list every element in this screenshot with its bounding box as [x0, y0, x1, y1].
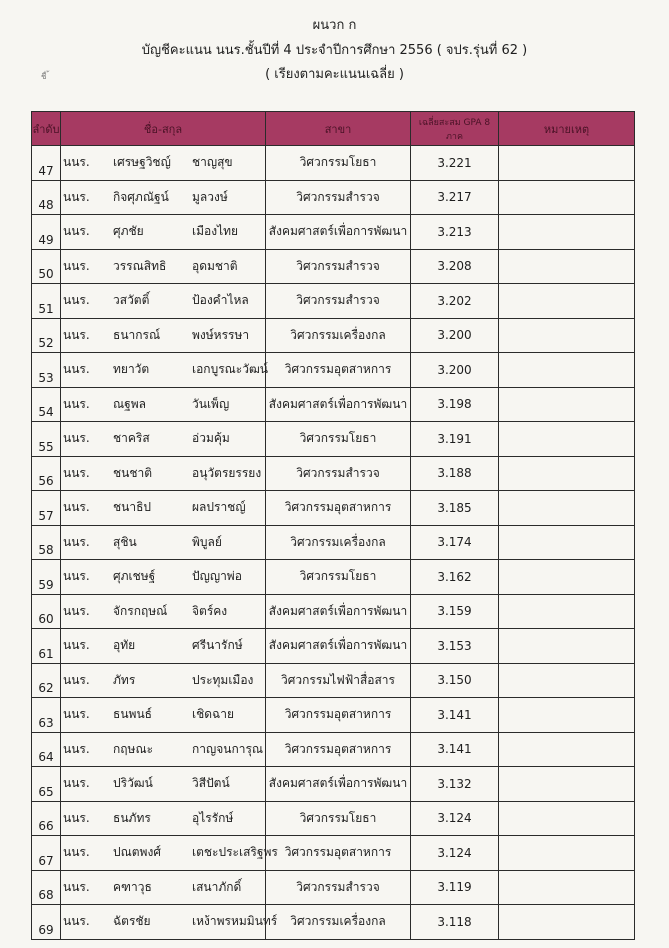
row-number: 52	[32, 318, 61, 353]
table-row	[32, 180, 635, 215]
last-name: ศรีนารักษ์	[192, 638, 243, 653]
rank-prefix: นนร.	[63, 155, 90, 170]
first-name: กิจศุภณัฐน์	[113, 189, 169, 204]
table-row	[32, 560, 635, 595]
last-name: อนุวัตรยรรยง	[192, 465, 262, 480]
column-header-gpa: เฉลี่ยสะสม GPA 8 ภาค	[411, 112, 499, 146]
row-number: 55	[32, 422, 61, 457]
name-cell	[61, 594, 266, 629]
gpa-value: 3.200	[411, 353, 499, 388]
department: วิศวกรรมเครื่องกล	[266, 525, 411, 560]
row-number: 60	[32, 594, 61, 629]
rank-prefix: นนร.	[63, 431, 90, 446]
rank-prefix: นนร.	[63, 741, 90, 756]
table-row	[32, 594, 635, 629]
first-name: ธนพนธ์	[113, 707, 152, 722]
gpa-value: 3.188	[411, 456, 499, 491]
table-row	[32, 801, 635, 836]
department: สังคมศาสตร์เพื่อการพัฒนา	[266, 594, 411, 629]
table-header-row	[32, 112, 635, 146]
department: สังคมศาสตร์เพื่อการพัฒนา	[266, 215, 411, 250]
row-number: 49	[32, 215, 61, 250]
document-title: บัญชีคะแนน นนร.ชั้นปีที่ 4 ประจำปีการศึกษา 2556 ( จปร.รุ่นที่ 62 )	[141, 43, 528, 58]
first-name: วรรณสิทธิ	[113, 258, 167, 273]
department: วิศวกรรมสำรวจ	[266, 284, 411, 319]
gpa-value: 3.191	[411, 422, 499, 457]
last-name: จิตร์คง	[192, 603, 228, 618]
name-cell	[61, 249, 266, 284]
last-name: พิบูลย์	[192, 534, 222, 549]
rank-prefix: นนร.	[63, 224, 90, 239]
gpa-value: 3.153	[411, 629, 499, 664]
rank-prefix: นนร.	[63, 672, 90, 687]
stray-mark: ชื่ ้	[41, 72, 50, 81]
table-row	[32, 629, 635, 664]
row-number: 67	[32, 836, 61, 871]
last-name: ประทุมเมือง	[192, 672, 254, 687]
row-number: 61	[32, 629, 61, 664]
department: วิศวกรรมอุตสาหการ	[266, 732, 411, 767]
note-cell	[499, 525, 635, 560]
row-number: 64	[32, 732, 61, 767]
rank-prefix: นนร.	[63, 845, 90, 860]
rank-prefix: นนร.	[63, 603, 90, 618]
row-number: 57	[32, 491, 61, 526]
note-cell	[499, 284, 635, 319]
gpa-value: 3.132	[411, 767, 499, 802]
department: วิศวกรรมสำรวจ	[266, 456, 411, 491]
name-cell	[61, 284, 266, 319]
last-name: เสนาภักดิ์	[192, 879, 242, 894]
gpa-value: 3.162	[411, 560, 499, 595]
table-row	[32, 353, 635, 388]
gpa-value: 3.124	[411, 836, 499, 871]
table-row	[32, 905, 635, 940]
note-cell	[499, 629, 635, 664]
rank-prefix: นนร.	[63, 465, 90, 480]
gpa-value: 3.200	[411, 318, 499, 353]
department: วิศวกรรมอุตสาหการ	[266, 698, 411, 733]
name-cell	[61, 180, 266, 215]
last-name: เอกบูรณะวัฒน์	[192, 362, 268, 377]
first-name: ชนชาติ	[113, 465, 153, 480]
row-number: 53	[32, 353, 61, 388]
department: วิศวกรรมสำรวจ	[266, 180, 411, 215]
table-row	[32, 732, 635, 767]
name-cell	[61, 215, 266, 250]
department: วิศวกรรมอุตสาหการ	[266, 353, 411, 388]
row-number: 51	[32, 284, 61, 319]
row-number: 48	[32, 180, 61, 215]
gpa-value: 3.185	[411, 491, 499, 526]
gpa-value: 3.150	[411, 663, 499, 698]
note-cell	[499, 905, 635, 940]
table-row	[32, 663, 635, 698]
first-name: ปณตพงศ์	[113, 845, 161, 860]
name-cell	[61, 629, 266, 664]
table-row	[32, 422, 635, 457]
table-row	[32, 491, 635, 526]
department: วิศวกรรมเครื่องกล	[266, 318, 411, 353]
note-cell	[499, 180, 635, 215]
table-row	[32, 387, 635, 422]
department: สังคมศาสตร์เพื่อการพัฒนา	[266, 387, 411, 422]
gpa-value: 3.217	[411, 180, 499, 215]
note-cell	[499, 732, 635, 767]
name-cell	[61, 698, 266, 733]
name-cell	[61, 801, 266, 836]
first-name: จักรกฤษณ์	[113, 603, 168, 618]
first-name: สุชิน	[113, 534, 137, 549]
name-cell	[61, 387, 266, 422]
last-name: เมืองไทย	[192, 224, 239, 239]
gpa-value: 3.198	[411, 387, 499, 422]
table-row	[32, 249, 635, 284]
gpa-value: 3.141	[411, 698, 499, 733]
note-cell	[499, 215, 635, 250]
table-row	[32, 456, 635, 491]
row-number: 68	[32, 870, 61, 905]
name-cell	[61, 491, 266, 526]
last-name: เชิดฉาย	[192, 707, 234, 722]
note-cell	[499, 663, 635, 698]
name-cell	[61, 560, 266, 595]
department: สังคมศาสตร์เพื่อการพัฒนา	[266, 629, 411, 664]
department: วิศวกรรมโยธา	[266, 146, 411, 181]
note-cell	[499, 353, 635, 388]
note-cell	[499, 560, 635, 595]
row-number: 59	[32, 560, 61, 595]
rank-prefix: นนร.	[63, 500, 90, 515]
column-header-name: ชื่อ-สกุล	[61, 112, 266, 146]
first-name: กฤษณะ	[113, 741, 154, 756]
department: วิศวกรรมโยธา	[266, 422, 411, 457]
last-name: วันเพ็ญ	[192, 396, 230, 411]
gpa-value: 3.221	[411, 146, 499, 181]
department: วิศวกรรมเครื่องกล	[266, 905, 411, 940]
note-cell	[499, 456, 635, 491]
note-cell	[499, 801, 635, 836]
name-cell	[61, 767, 266, 802]
rank-prefix: นนร.	[63, 914, 90, 929]
last-name: พงษ์หรรษา	[192, 327, 250, 342]
row-number: 58	[32, 525, 61, 560]
note-cell	[499, 146, 635, 181]
first-name: ภัทร	[113, 672, 136, 687]
note-cell	[499, 594, 635, 629]
score-table	[31, 111, 635, 940]
first-name: ชาคริส	[113, 431, 150, 446]
last-name: มูลวงษ์	[192, 189, 228, 204]
department: วิศวกรรมอุตสาหการ	[266, 836, 411, 871]
table-row	[32, 318, 635, 353]
row-number: 62	[32, 663, 61, 698]
note-cell	[499, 836, 635, 871]
note-cell	[499, 422, 635, 457]
first-name: ทยาวัต	[113, 362, 150, 377]
gpa-value: 3.202	[411, 284, 499, 319]
row-number: 65	[32, 767, 61, 802]
table-row	[32, 284, 635, 319]
name-cell	[61, 146, 266, 181]
row-number: 63	[32, 698, 61, 733]
name-cell	[61, 870, 266, 905]
gpa-value: 3.124	[411, 801, 499, 836]
rank-prefix: นนร.	[63, 707, 90, 722]
name-cell	[61, 353, 266, 388]
first-name: ศุภเชษฐ์	[113, 569, 156, 584]
last-name: ปัญญาพ่อ	[192, 569, 242, 584]
gpa-value: 3.118	[411, 905, 499, 940]
last-name: วิสีปัตน์	[192, 776, 230, 791]
gpa-value: 3.174	[411, 525, 499, 560]
first-name: ณฐพล	[113, 396, 147, 411]
last-name: ชาญสุข	[192, 155, 233, 170]
last-name: กาญจนการุณ	[192, 741, 264, 756]
rank-prefix: นนร.	[63, 879, 90, 894]
name-cell	[61, 525, 266, 560]
row-number: 50	[32, 249, 61, 284]
rank-prefix: นนร.	[63, 569, 90, 584]
note-cell	[499, 698, 635, 733]
rank-prefix: นนร.	[63, 189, 90, 204]
department: วิศวกรรมไฟฟ้าสื่อสาร	[266, 663, 411, 698]
rank-prefix: นนร.	[63, 776, 90, 791]
name-cell	[61, 836, 278, 871]
first-name: เศรษฐวิชญ์	[113, 155, 171, 170]
first-name: ปริวัฒน์	[113, 776, 153, 791]
rank-prefix: นนร.	[63, 258, 90, 273]
column-header-dept: สาขา	[266, 112, 411, 146]
row-number: 47	[32, 146, 61, 181]
first-name: ธนากรณ์	[113, 327, 161, 342]
rank-prefix: นนร.	[63, 534, 90, 549]
gpa-value: 3.208	[411, 249, 499, 284]
rank-prefix: นนร.	[63, 293, 90, 308]
name-cell	[61, 318, 266, 353]
column-header-order: ลำดับ	[32, 112, 61, 146]
last-name: ป้องคำไหล	[192, 293, 249, 308]
gpa-value: 3.159	[411, 594, 499, 629]
last-name: เตชะประเสริฐพร	[192, 845, 278, 860]
gpa-value: 3.119	[411, 870, 499, 905]
rank-prefix: นนร.	[63, 327, 90, 342]
name-cell	[61, 905, 278, 940]
department: วิศวกรรมโยธา	[266, 560, 411, 595]
department: วิศวกรรมอุตสาหการ	[266, 491, 411, 526]
name-cell	[61, 456, 266, 491]
first-name: ธนภัทร	[113, 810, 151, 825]
appendix-label: ผนวก ก	[312, 18, 357, 33]
column-header-note: หมายเหตุ	[499, 112, 635, 146]
department: วิศวกรรมสำรวจ	[266, 249, 411, 284]
name-cell	[61, 422, 266, 457]
rank-prefix: นนร.	[63, 810, 90, 825]
table-row	[32, 698, 635, 733]
last-name: ผลปราชญ์	[192, 500, 246, 515]
last-name: เหง้าพรหมมินทร์	[192, 914, 278, 929]
first-name: คฑาวุธ	[113, 879, 152, 894]
row-number: 54	[32, 387, 61, 422]
table-row	[32, 146, 635, 181]
note-cell	[499, 387, 635, 422]
rank-prefix: นนร.	[63, 396, 90, 411]
rank-prefix: นนร.	[63, 638, 90, 653]
table-row	[32, 215, 635, 250]
note-cell	[499, 249, 635, 284]
name-cell	[61, 663, 266, 698]
document-subtitle: ( เรียงตามคะแนนเฉลี่ย )	[265, 67, 404, 82]
note-cell	[499, 318, 635, 353]
last-name: อุดมชาติ	[192, 258, 238, 273]
department: วิศวกรรมสำรวจ	[266, 870, 411, 905]
note-cell	[499, 491, 635, 526]
note-cell	[499, 767, 635, 802]
first-name: ฉัตรชัย	[113, 914, 151, 929]
first-name: ศุภชัย	[113, 224, 144, 239]
note-cell	[499, 870, 635, 905]
table-row	[32, 767, 635, 802]
table-row	[32, 836, 635, 871]
first-name: วสวัตติ์	[113, 293, 150, 308]
rank-prefix: นนร.	[63, 362, 90, 377]
department: สังคมศาสตร์เพื่อการพัฒนา	[266, 767, 411, 802]
last-name: อุไรรักษ์	[192, 810, 234, 825]
name-cell	[61, 732, 266, 767]
table-row	[32, 870, 635, 905]
last-name: อ่วมคุ้ม	[192, 431, 230, 446]
gpa-value: 3.213	[411, 215, 499, 250]
gpa-value: 3.141	[411, 732, 499, 767]
first-name: อุทัย	[113, 638, 136, 653]
first-name: ชนาธิป	[113, 500, 152, 515]
row-number: 56	[32, 456, 61, 491]
row-number: 66	[32, 801, 61, 836]
row-number: 69	[32, 905, 61, 940]
table-row	[32, 525, 635, 560]
department: วิศวกรรมโยธา	[266, 801, 411, 836]
